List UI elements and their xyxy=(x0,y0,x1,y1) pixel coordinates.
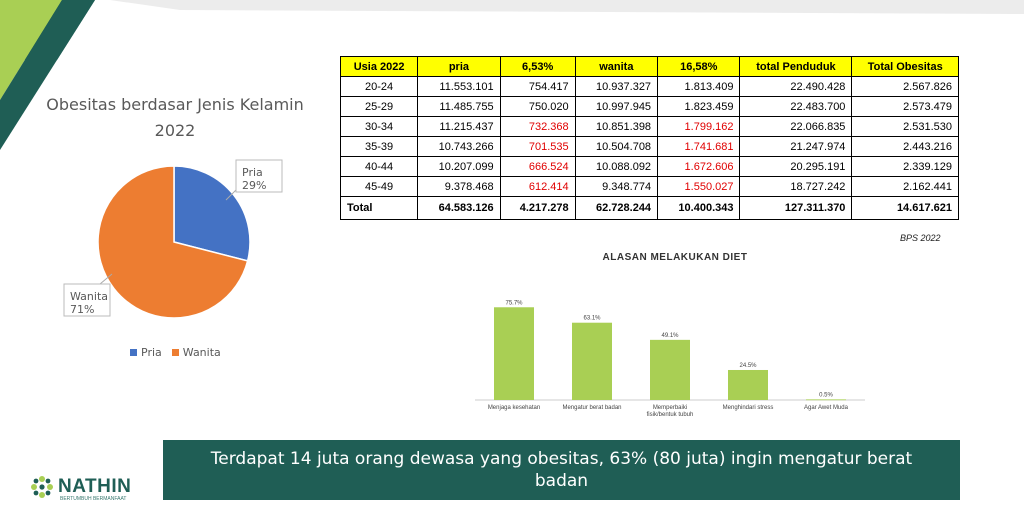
legend-item-wanita xyxy=(172,346,221,359)
cell-wanita: 10.997.945 xyxy=(575,97,657,117)
cell-age: 35-39 xyxy=(341,137,418,157)
cell-wanita: 10.851.398 xyxy=(575,117,657,137)
cell-pria-obese: 701.535 xyxy=(500,137,575,157)
grey-stripe xyxy=(110,0,1024,14)
header-wanita: wanita xyxy=(575,57,657,77)
total-cell-wanita: 62.728.244 xyxy=(575,197,657,220)
bar-category-label: Menghindari stress xyxy=(722,405,774,411)
bar-value-label: 63.1% xyxy=(583,315,601,322)
bar-category-label: Mengatur berat badan xyxy=(562,405,622,411)
bar xyxy=(650,340,690,400)
table-row xyxy=(341,77,959,97)
bar-chart xyxy=(465,290,865,430)
cell-wanita-obese: 1.823.459 xyxy=(658,97,740,117)
table-source: BPS 2022 xyxy=(900,233,941,243)
summary-banner: Terdapat 14 juta orang dewasa yang obesitas, 63% (80 juta) ingin mengatur berat badan xyxy=(163,440,960,500)
header-pria: pria xyxy=(418,57,500,77)
cell-age: 40-44 xyxy=(341,157,418,177)
cell-pria-obese: 732.368 xyxy=(500,117,575,137)
obesity-data-table xyxy=(340,56,959,220)
cell-obese: 2.567.826 xyxy=(852,77,959,97)
bar-value-label: 0.5% xyxy=(819,392,833,399)
bar xyxy=(572,323,612,400)
total-cell-pria-obese: 4.217.278 xyxy=(500,197,575,220)
pie-legend xyxy=(130,346,221,359)
cell-age: 20-24 xyxy=(341,77,418,97)
legend-item-pria xyxy=(130,346,162,359)
table-row xyxy=(341,117,959,137)
cell-pria: 11.485.755 xyxy=(418,97,500,117)
bar-value-label: 24.5% xyxy=(739,362,757,369)
cell-wanita-obese: 1.672.606 xyxy=(658,157,740,177)
brand-logo xyxy=(28,474,131,500)
bar-value-label: 49.1% xyxy=(661,332,679,339)
cell-age: 30-34 xyxy=(341,117,418,137)
bar xyxy=(728,370,768,400)
header-usia: Usia 2022 xyxy=(341,57,418,77)
cell-total: 22.066.835 xyxy=(740,117,852,137)
total-cell-total: 127.311.370 xyxy=(740,197,852,220)
bar-category-label: fisik/bentuk tubuh xyxy=(646,412,694,418)
bar-category-label: Menjaga kesehatan xyxy=(487,405,541,411)
total-cell-obese: 14.617.621 xyxy=(852,197,959,220)
header-total-obesitas: Total Obesitas xyxy=(852,57,959,77)
pie-label-category: Wanita xyxy=(70,290,108,303)
cell-age: 25-29 xyxy=(341,97,418,117)
cell-obese: 2.531.530 xyxy=(852,117,959,137)
total-cell-age: Total xyxy=(341,197,418,220)
table-row xyxy=(341,177,959,197)
cell-total: 20.295.191 xyxy=(740,157,852,177)
cell-pria-obese: 750.020 xyxy=(500,97,575,117)
decorative-header-stripes xyxy=(0,0,1024,60)
header-pria-rate: 6,53% xyxy=(500,57,575,77)
legend-label-pria: Pria xyxy=(141,346,162,359)
pie-chart-title: Obesitas berdasar Jenis Kelamin 2022 xyxy=(46,95,304,140)
bar-category-label: Memperbaiki xyxy=(652,405,688,411)
cell-pria: 10.207.099 xyxy=(418,157,500,177)
logo-tagline: BERTUMBUH BERMANFAAT xyxy=(60,496,127,502)
pie-chart xyxy=(40,150,300,340)
cell-total: 22.490.428 xyxy=(740,77,852,97)
cell-obese: 2.339.129 xyxy=(852,157,959,177)
pie-label-value: 71% xyxy=(70,303,95,316)
bar-chart-title: ALASAN MELAKUKAN DIET xyxy=(602,252,748,263)
cell-obese: 2.443.216 xyxy=(852,137,959,157)
table-total-row xyxy=(341,197,959,220)
cell-wanita: 9.348.774 xyxy=(575,177,657,197)
cell-age: 45-49 xyxy=(341,177,418,197)
cell-pria-obese: 612.414 xyxy=(500,177,575,197)
cell-pria: 9.378.468 xyxy=(418,177,500,197)
header-total-penduduk: total Penduduk xyxy=(740,57,852,77)
cell-wanita-obese: 1.741.681 xyxy=(658,137,740,157)
cell-pria-obese: 666.524 xyxy=(500,157,575,177)
bar-value-label: 75.7% xyxy=(505,300,523,307)
table-header-row xyxy=(341,57,959,77)
cell-wanita-obese: 1.813.409 xyxy=(658,77,740,97)
cell-wanita-obese: 1.550.027 xyxy=(658,177,740,197)
pie-label-value: 29% xyxy=(242,179,267,192)
legend-label-wanita: Wanita xyxy=(182,346,221,359)
bar xyxy=(806,399,846,400)
logo-name: NATHIN xyxy=(58,476,132,497)
header-wanita-rate: 16,58% xyxy=(658,57,740,77)
table-row xyxy=(341,137,959,157)
cell-total: 22.483.700 xyxy=(740,97,852,117)
legend-swatch-wanita xyxy=(172,349,179,356)
cell-total: 18.727.242 xyxy=(740,177,852,197)
table-row xyxy=(341,157,959,177)
total-cell-wanita-obese: 10.400.343 xyxy=(658,197,740,220)
flower-logo-icon xyxy=(28,474,58,500)
cell-wanita: 10.504.708 xyxy=(575,137,657,157)
cell-wanita: 10.937.327 xyxy=(575,77,657,97)
cell-wanita-obese: 1.799.162 xyxy=(658,117,740,137)
bar xyxy=(494,307,534,400)
pie-label-category: Pria xyxy=(242,166,263,179)
table-row xyxy=(341,97,959,117)
cell-obese: 2.573.479 xyxy=(852,97,959,117)
cell-pria: 11.215.437 xyxy=(418,117,500,137)
cell-obese: 2.162.441 xyxy=(852,177,959,197)
cell-pria-obese: 754.417 xyxy=(500,77,575,97)
cell-pria: 11.553.101 xyxy=(418,77,500,97)
cell-wanita: 10.088.092 xyxy=(575,157,657,177)
bar-category-label: Agar Awet Muda xyxy=(804,405,848,411)
legend-swatch-pria xyxy=(130,349,137,356)
cell-pria: 10.743.266 xyxy=(418,137,500,157)
cell-total: 21.247.974 xyxy=(740,137,852,157)
total-cell-pria: 64.583.126 xyxy=(418,197,500,220)
